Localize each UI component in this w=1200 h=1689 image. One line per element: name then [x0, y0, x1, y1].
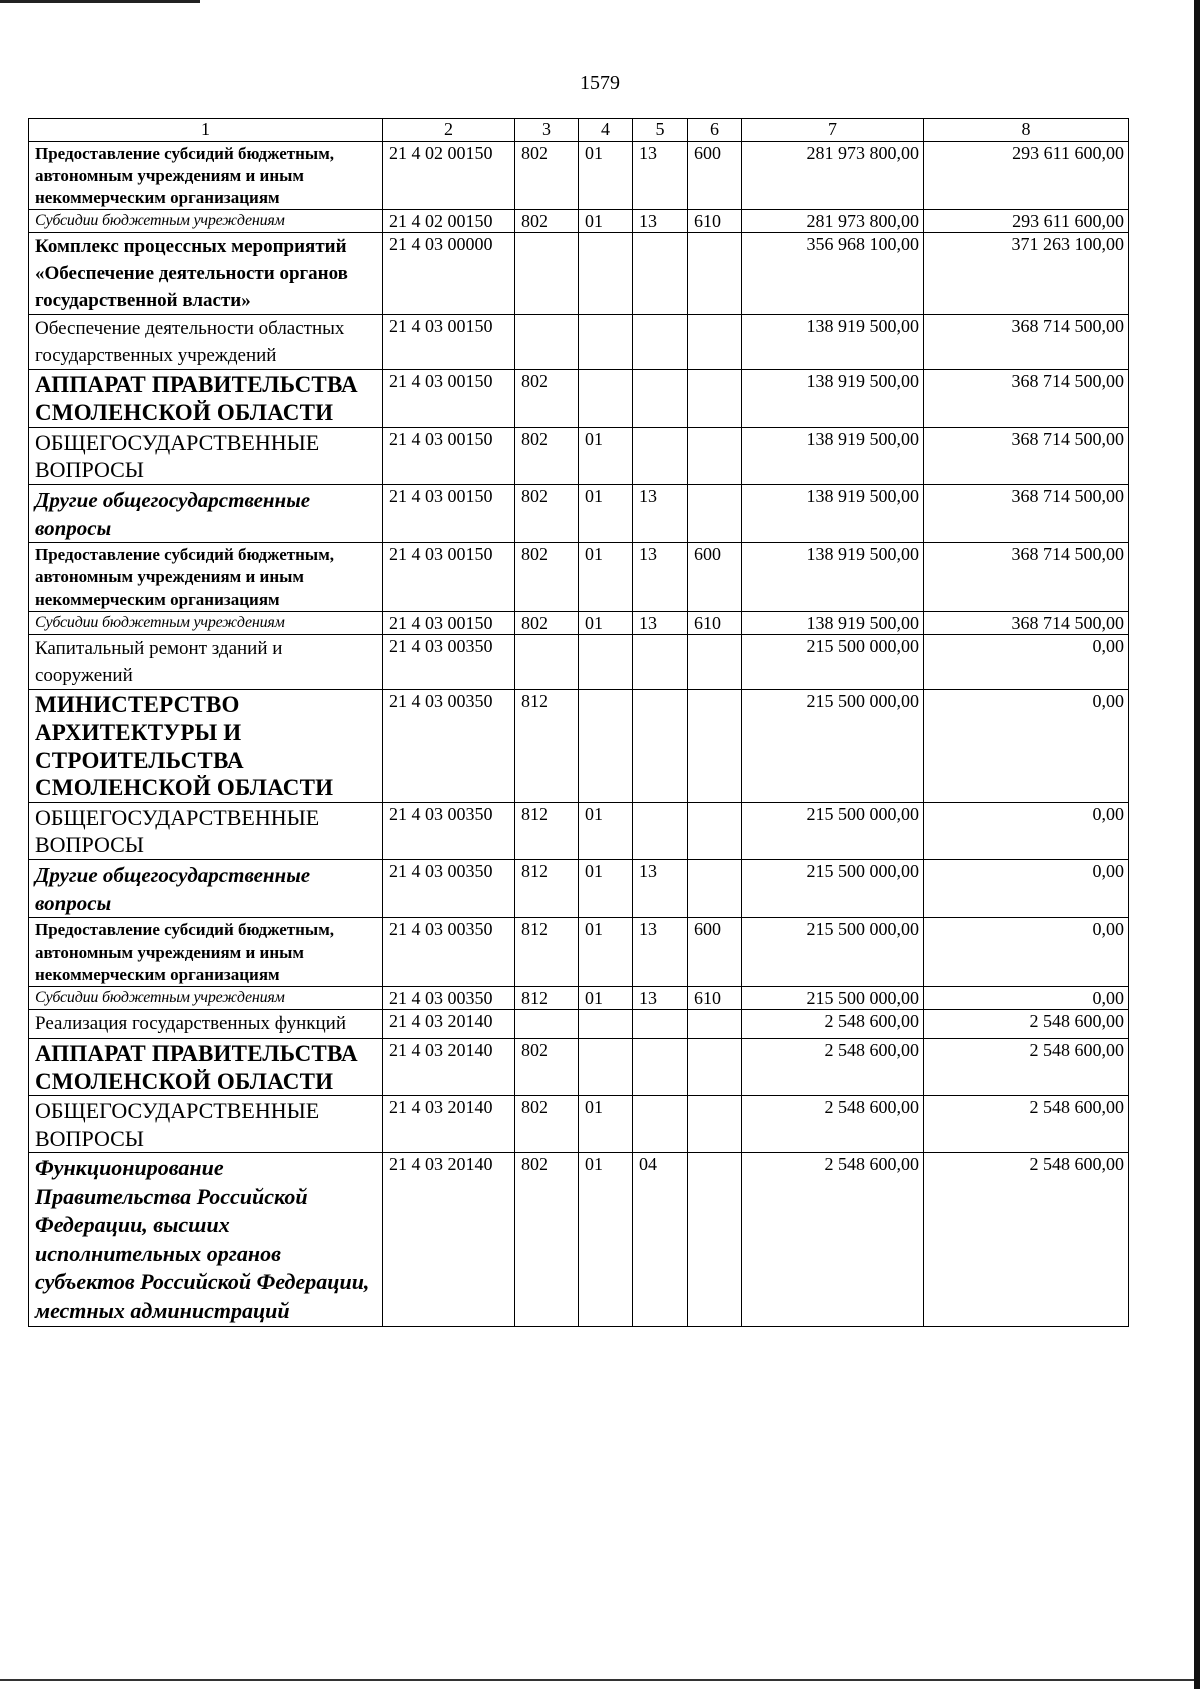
- row-amount-year1-cell: 281 973 800,00: [742, 209, 924, 233]
- row-admin-code-cell: [515, 233, 579, 315]
- row-code-cell: 21 4 02 00150: [383, 209, 515, 233]
- row-subsection-cell: [633, 370, 688, 427]
- row-amount-year1-cell: 281 973 800,00: [742, 141, 924, 209]
- row-amount-year1-cell: 138 919 500,00: [742, 484, 924, 543]
- row-amount-year1-cell: 138 919 500,00: [742, 315, 924, 370]
- row-amount-year2-cell: 368 714 500,00: [924, 370, 1129, 427]
- header-cell: 7: [742, 119, 924, 142]
- row-code-cell: 21 4 02 00150: [383, 141, 515, 209]
- header-cell: 2: [383, 119, 515, 142]
- header-cell: 6: [688, 119, 742, 142]
- row-amount-year1-cell: 215 500 000,00: [742, 690, 924, 802]
- table-row: [29, 611, 1129, 635]
- row-expense-type-cell: 610: [688, 986, 742, 1010]
- row-amount-year2-cell: 371 263 100,00: [924, 233, 1129, 315]
- table-row: [29, 802, 1129, 859]
- header-cell: 3: [515, 119, 579, 142]
- row-code-cell: 21 4 03 20140: [383, 1153, 515, 1327]
- row-expense-type-cell: [688, 1153, 742, 1327]
- row-subsection-cell: 13: [633, 986, 688, 1010]
- row-expense-type-cell: [688, 859, 742, 918]
- row-name-cell: АППАРАТ ПРАВИТЕЛЬСТВА СМОЛЕНСКОЙ ОБЛАСТИ: [29, 370, 383, 427]
- row-subsection-cell: [633, 802, 688, 859]
- budget-table: [28, 118, 1129, 1327]
- table-body: [29, 141, 1129, 1326]
- row-section-cell: 01: [579, 802, 633, 859]
- row-code-cell: 21 4 03 00350: [383, 802, 515, 859]
- row-name-cell: Предоставление субсидий бюджетным, автономным учреждениям и иным некоммерческим организациям: [29, 543, 383, 611]
- row-subsection-cell: 04: [633, 1153, 688, 1327]
- row-expense-type-cell: 610: [688, 209, 742, 233]
- row-subsection-cell: [633, 427, 688, 484]
- row-admin-code-cell: 802: [515, 1153, 579, 1327]
- row-amount-year2-cell: 0,00: [924, 859, 1129, 918]
- row-amount-year1-cell: 215 500 000,00: [742, 802, 924, 859]
- row-name-cell: ОБЩЕГОСУДАРСТВЕННЫЕ ВОПРОСЫ: [29, 427, 383, 484]
- row-admin-code-cell: 802: [515, 543, 579, 611]
- row-code-cell: 21 4 03 20140: [383, 1010, 515, 1039]
- page-number: 1579: [580, 72, 620, 94]
- row-amount-year2-cell: 2 548 600,00: [924, 1153, 1129, 1327]
- row-amount-year2-cell: 368 714 500,00: [924, 427, 1129, 484]
- row-admin-code-cell: [515, 635, 579, 690]
- row-name-cell: Капитальный ремонт зданий и сооружений: [29, 635, 383, 690]
- row-amount-year2-cell: 2 548 600,00: [924, 1038, 1129, 1095]
- row-expense-type-cell: 600: [688, 543, 742, 611]
- row-admin-code-cell: 812: [515, 918, 579, 986]
- row-subsection-cell: 13: [633, 918, 688, 986]
- row-amount-year2-cell: 293 611 600,00: [924, 209, 1129, 233]
- row-admin-code-cell: [515, 315, 579, 370]
- row-expense-type-cell: [688, 233, 742, 315]
- row-admin-code-cell: 812: [515, 690, 579, 802]
- row-amount-year2-cell: 0,00: [924, 802, 1129, 859]
- table-row: [29, 370, 1129, 427]
- row-amount-year1-cell: 215 500 000,00: [742, 918, 924, 986]
- table-row: [29, 209, 1129, 233]
- row-section-cell: 01: [579, 484, 633, 543]
- header-cell: 1: [29, 119, 383, 142]
- row-section-cell: [579, 233, 633, 315]
- table-row: [29, 141, 1129, 209]
- row-name-cell: Функционирование Правительства Российской Федерации, высших исполнительных органов субъектов Российской Федерации, местных администраций: [29, 1153, 383, 1327]
- row-code-cell: 21 4 03 00150: [383, 315, 515, 370]
- row-amount-year1-cell: 2 548 600,00: [742, 1153, 924, 1327]
- table-row: [29, 1153, 1129, 1327]
- row-name-cell: Предоставление субсидий бюджетным, автономным учреждениям и иным некоммерческим организациям: [29, 141, 383, 209]
- row-subsection-cell: [633, 1096, 688, 1153]
- row-name-cell: Другие общегосударственные вопросы: [29, 859, 383, 918]
- row-amount-year1-cell: 2 548 600,00: [742, 1096, 924, 1153]
- row-name-cell: АППАРАТ ПРАВИТЕЛЬСТВА СМОЛЕНСКОЙ ОБЛАСТИ: [29, 1038, 383, 1095]
- table-row: [29, 1038, 1129, 1095]
- row-admin-code-cell: 802: [515, 427, 579, 484]
- row-name-cell: Комплекс процессных мероприятий «Обеспечение деятельности органов государственной власти»: [29, 233, 383, 315]
- row-expense-type-cell: [688, 1038, 742, 1095]
- row-expense-type-cell: [688, 802, 742, 859]
- row-amount-year1-cell: 356 968 100,00: [742, 233, 924, 315]
- row-amount-year2-cell: 368 714 500,00: [924, 315, 1129, 370]
- row-admin-code-cell: 812: [515, 802, 579, 859]
- row-subsection-cell: [633, 1038, 688, 1095]
- row-code-cell: 21 4 03 20140: [383, 1096, 515, 1153]
- table-row: [29, 918, 1129, 986]
- row-amount-year1-cell: 2 548 600,00: [742, 1038, 924, 1095]
- row-amount-year1-cell: 138 919 500,00: [742, 611, 924, 635]
- row-subsection-cell: [633, 635, 688, 690]
- row-section-cell: 01: [579, 543, 633, 611]
- row-amount-year2-cell: 368 714 500,00: [924, 611, 1129, 635]
- table-row: [29, 690, 1129, 802]
- row-section-cell: 01: [579, 611, 633, 635]
- row-code-cell: 21 4 03 00350: [383, 690, 515, 802]
- row-name-cell: ОБЩЕГОСУДАРСТВЕННЫЕ ВОПРОСЫ: [29, 1096, 383, 1153]
- row-subsection-cell: [633, 315, 688, 370]
- row-expense-type-cell: [688, 370, 742, 427]
- row-amount-year2-cell: 0,00: [924, 690, 1129, 802]
- row-expense-type-cell: [688, 690, 742, 802]
- table-row: [29, 484, 1129, 543]
- row-name-cell: Предоставление субсидий бюджетным, автономным учреждениям и иным некоммерческим организациям: [29, 918, 383, 986]
- table-row: [29, 986, 1129, 1010]
- page-edge: [1194, 0, 1200, 1689]
- row-code-cell: 21 4 03 00350: [383, 859, 515, 918]
- row-section-cell: [579, 1010, 633, 1039]
- row-code-cell: 21 4 03 00150: [383, 370, 515, 427]
- row-name-cell: Другие общегосударственные вопросы: [29, 484, 383, 543]
- row-section-cell: 01: [579, 918, 633, 986]
- row-expense-type-cell: [688, 1096, 742, 1153]
- row-name-cell: Реализация государственных функций: [29, 1010, 383, 1039]
- row-subsection-cell: [633, 233, 688, 315]
- row-code-cell: 21 4 03 00350: [383, 986, 515, 1010]
- row-code-cell: 21 4 03 00350: [383, 635, 515, 690]
- row-name-cell: Обеспечение деятельности областных государственных учреждений: [29, 315, 383, 370]
- row-section-cell: 01: [579, 209, 633, 233]
- row-expense-type-cell: [688, 315, 742, 370]
- row-code-cell: 21 4 03 00150: [383, 427, 515, 484]
- table-row: [29, 315, 1129, 370]
- row-amount-year2-cell: 368 714 500,00: [924, 543, 1129, 611]
- row-amount-year1-cell: 138 919 500,00: [742, 543, 924, 611]
- table-row: [29, 543, 1129, 611]
- row-admin-code-cell: 802: [515, 484, 579, 543]
- table-row: [29, 859, 1129, 918]
- table-row: [29, 1096, 1129, 1153]
- row-amount-year2-cell: 0,00: [924, 635, 1129, 690]
- row-code-cell: 21 4 03 00150: [383, 484, 515, 543]
- row-amount-year1-cell: 138 919 500,00: [742, 370, 924, 427]
- row-expense-type-cell: [688, 484, 742, 543]
- row-code-cell: 21 4 03 20140: [383, 1038, 515, 1095]
- row-code-cell: 21 4 03 00000: [383, 233, 515, 315]
- row-name-cell: ОБЩЕГОСУДАРСТВЕННЫЕ ВОПРОСЫ: [29, 802, 383, 859]
- row-name-cell: МИНИСТЕРСТВО АРХИТЕКТУРЫ И СТРОИТЕЛЬСТВА СМОЛЕНСКОЙ ОБЛАСТИ: [29, 690, 383, 802]
- row-expense-type-cell: [688, 635, 742, 690]
- header-cell: 4: [579, 119, 633, 142]
- row-admin-code-cell: 802: [515, 611, 579, 635]
- row-subsection-cell: 13: [633, 209, 688, 233]
- table-row: [29, 233, 1129, 315]
- row-subsection-cell: 13: [633, 141, 688, 209]
- row-subsection-cell: 13: [633, 859, 688, 918]
- header-cell: 8: [924, 119, 1129, 142]
- row-subsection-cell: [633, 1010, 688, 1039]
- row-code-cell: 21 4 03 00350: [383, 918, 515, 986]
- table-row: [29, 635, 1129, 690]
- row-subsection-cell: 13: [633, 543, 688, 611]
- row-expense-type-cell: 600: [688, 918, 742, 986]
- row-admin-code-cell: 802: [515, 1038, 579, 1095]
- row-expense-type-cell: [688, 1010, 742, 1039]
- row-code-cell: 21 4 03 00150: [383, 611, 515, 635]
- row-name-cell: Субсидии бюджетным учреждениям: [29, 986, 383, 1010]
- row-admin-code-cell: 812: [515, 859, 579, 918]
- row-admin-code-cell: [515, 1010, 579, 1039]
- row-amount-year2-cell: 293 611 600,00: [924, 141, 1129, 209]
- row-amount-year2-cell: 2 548 600,00: [924, 1096, 1129, 1153]
- row-section-cell: 01: [579, 141, 633, 209]
- table-row: [29, 1010, 1129, 1039]
- row-admin-code-cell: 802: [515, 141, 579, 209]
- row-section-cell: 01: [579, 986, 633, 1010]
- row-amount-year2-cell: 0,00: [924, 918, 1129, 986]
- row-expense-type-cell: 600: [688, 141, 742, 209]
- row-code-cell: 21 4 03 00150: [383, 543, 515, 611]
- table-header-row: [29, 119, 1129, 142]
- row-section-cell: 01: [579, 427, 633, 484]
- row-section-cell: [579, 690, 633, 802]
- header-cell: 5: [633, 119, 688, 142]
- row-amount-year1-cell: 215 500 000,00: [742, 986, 924, 1010]
- row-admin-code-cell: 802: [515, 209, 579, 233]
- row-section-cell: [579, 315, 633, 370]
- row-amount-year1-cell: 215 500 000,00: [742, 859, 924, 918]
- row-amount-year2-cell: 0,00: [924, 986, 1129, 1010]
- row-name-cell: Субсидии бюджетным учреждениям: [29, 611, 383, 635]
- row-section-cell: 01: [579, 1153, 633, 1327]
- row-section-cell: [579, 370, 633, 427]
- row-subsection-cell: 13: [633, 611, 688, 635]
- row-amount-year2-cell: 2 548 600,00: [924, 1010, 1129, 1039]
- row-amount-year1-cell: 138 919 500,00: [742, 427, 924, 484]
- row-admin-code-cell: 812: [515, 986, 579, 1010]
- row-section-cell: [579, 1038, 633, 1095]
- row-admin-code-cell: 802: [515, 1096, 579, 1153]
- bottom-rule: [0, 1679, 1194, 1681]
- top-rule: [0, 0, 200, 3]
- row-name-cell: Субсидии бюджетным учреждениям: [29, 209, 383, 233]
- row-amount-year1-cell: 215 500 000,00: [742, 635, 924, 690]
- row-admin-code-cell: 802: [515, 370, 579, 427]
- row-section-cell: [579, 635, 633, 690]
- row-amount-year2-cell: 368 714 500,00: [924, 484, 1129, 543]
- row-subsection-cell: 13: [633, 484, 688, 543]
- row-section-cell: 01: [579, 859, 633, 918]
- row-subsection-cell: [633, 690, 688, 802]
- table-row: [29, 427, 1129, 484]
- row-amount-year1-cell: 2 548 600,00: [742, 1010, 924, 1039]
- row-expense-type-cell: 610: [688, 611, 742, 635]
- row-section-cell: 01: [579, 1096, 633, 1153]
- row-expense-type-cell: [688, 427, 742, 484]
